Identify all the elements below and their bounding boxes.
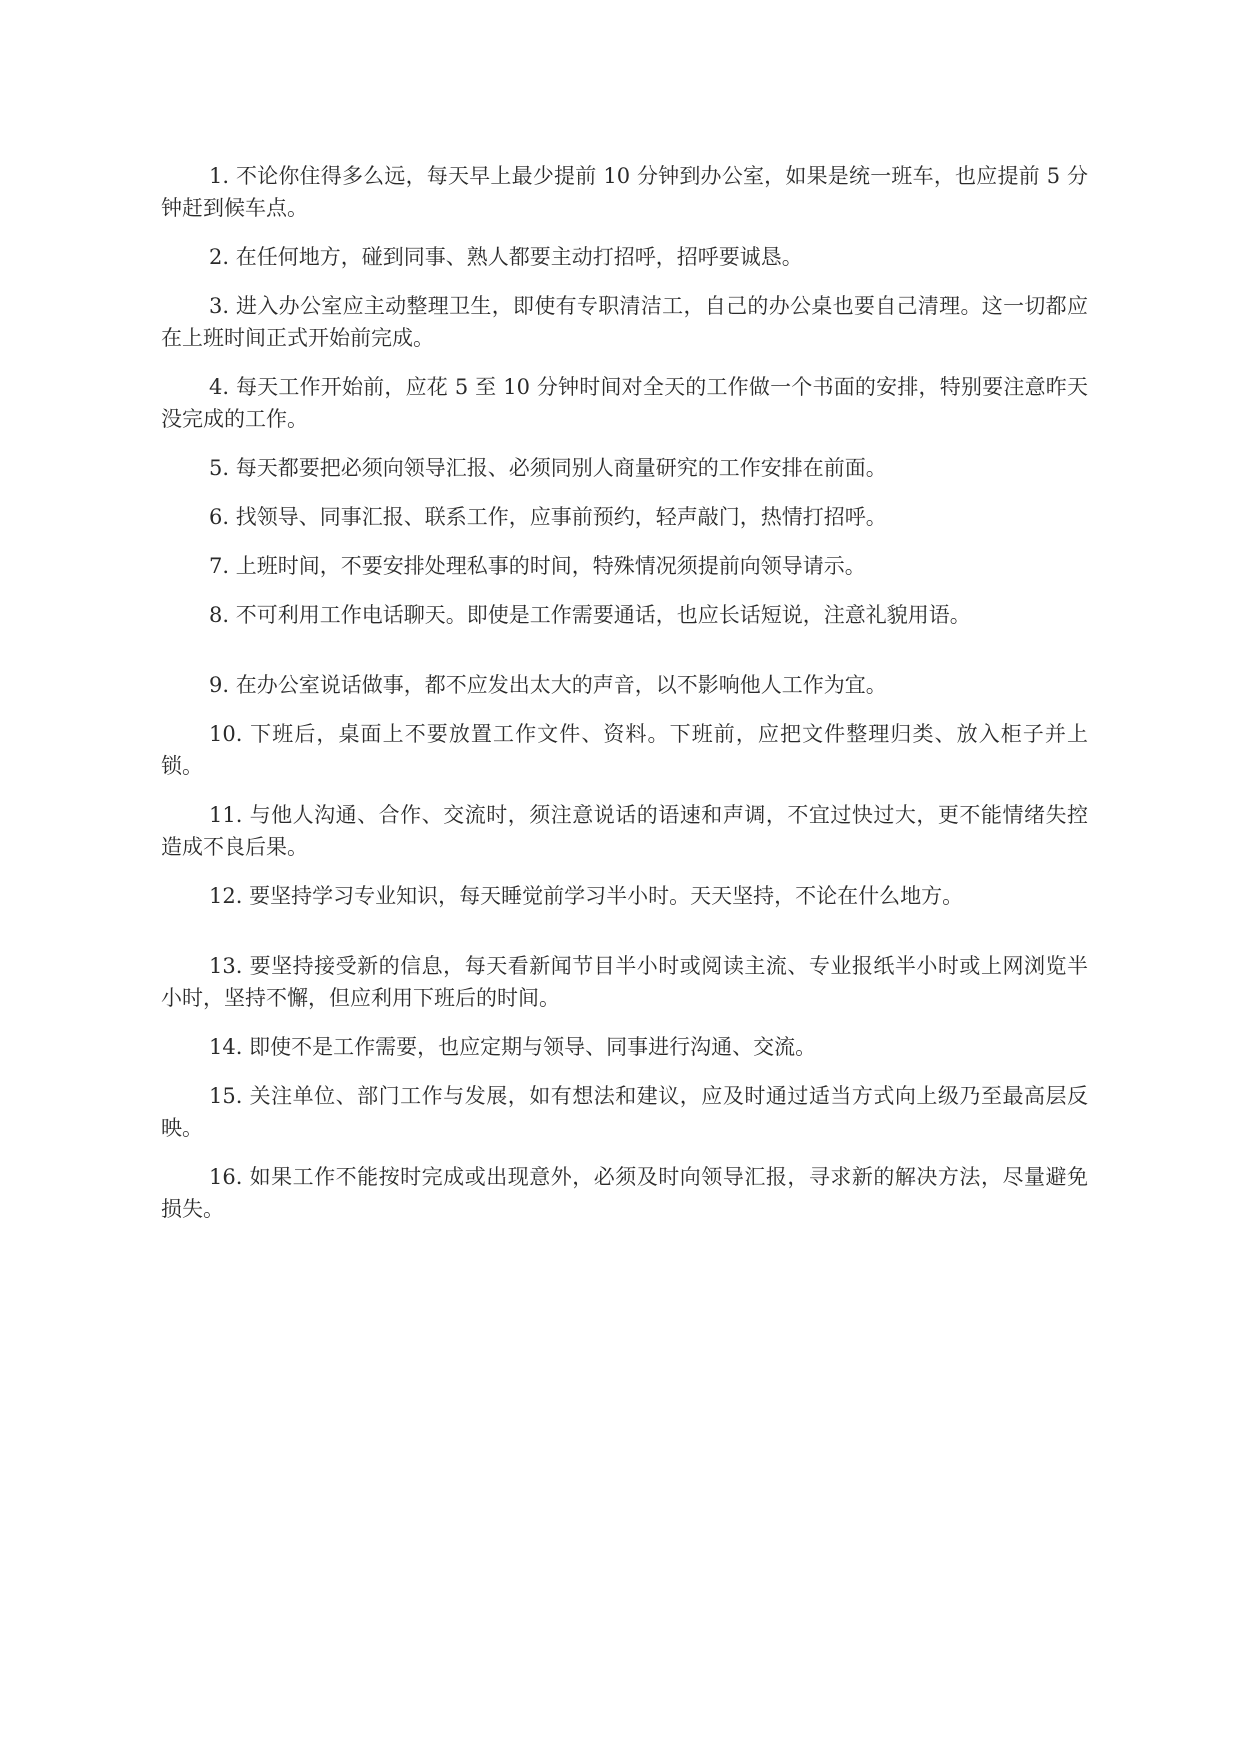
rule-paragraph-9 [161, 669, 1088, 701]
rule-number: 14. [209, 1035, 243, 1059]
rule-text: 要坚持学习专业知识，每天睡觉前学习半小时。天天坚持，不论在什么地方。 [249, 884, 964, 908]
rule-number: 6. [209, 505, 230, 529]
rule-paragraph-16 [161, 1161, 1088, 1225]
rule-text: 不可利用工作电话聊天。即使是工作需要通话，也应长话短说，注意礼貌用语。 [235, 603, 971, 627]
rule-paragraph-15 [161, 1080, 1088, 1144]
rule-paragraph-11 [161, 799, 1088, 863]
rule-paragraph-12 [161, 880, 1088, 912]
rule-number: 10. [209, 722, 243, 746]
rule-number: 15. [209, 1084, 243, 1108]
rule-number: 16. [209, 1165, 243, 1189]
rule-paragraph-6 [161, 501, 1088, 533]
rule-text: 上班时间，不要安排处理私事的时间，特殊情况须提前向领导请示。 [235, 554, 866, 578]
rule-text: 即使不是工作需要，也应定期与领导、同事进行沟通、交流。 [249, 1035, 817, 1059]
rule-text: 每天都要把必须向领导汇报、必须同别人商量研究的工作安排在前面。 [235, 456, 887, 480]
rule-text: 在任何地方，碰到同事、熟人都要主动打招呼，招呼要诚恳。 [235, 245, 803, 269]
rule-text: 进入办公室应主动整理卫生，即使有专职清洁工，自己的办公桌也要自己清理。这一切都应在上班时间正式开始前完成。 [161, 294, 1088, 350]
rule-text: 每天工作开始前，应花 5 至 10 分钟时间对全天的工作做一个书面的安排，特别要注意昨天没完成的工作。 [161, 375, 1088, 431]
rule-number: 13. [209, 954, 243, 978]
rule-paragraph-3 [161, 290, 1088, 354]
rule-text: 在办公室说话做事，都不应发出太大的声音，以不影响他人工作为宜。 [235, 673, 887, 697]
rule-number: 9. [209, 673, 230, 697]
rule-number: 5. [209, 456, 230, 480]
rule-paragraph-14 [161, 1031, 1088, 1063]
rule-number: 3. [209, 294, 230, 318]
rule-paragraph-4 [161, 371, 1088, 435]
rule-paragraph-10 [161, 718, 1088, 782]
rule-number: 1. [209, 164, 230, 188]
rule-number: 2. [209, 245, 230, 269]
rule-text: 不论你住得多么远，每天早上最少提前 10 分钟到办公室，如果是统一班车，也应提前 5 分钟赶到候车点。 [161, 164, 1088, 220]
rule-paragraph-1 [161, 160, 1088, 224]
rule-number: 12. [209, 884, 243, 908]
rule-paragraph-2 [161, 241, 1088, 273]
rule-paragraph-8 [161, 599, 1088, 631]
rule-number: 11. [209, 803, 243, 827]
rule-text: 如果工作不能按时完成或出现意外，必须及时向领导汇报，寻求新的解决方法，尽量避免损失。 [161, 1165, 1088, 1221]
rule-text: 与他人沟通、合作、交流时，须注意说话的语速和声调，不宜过快过大，更不能情绪失控造成不良后果。 [161, 803, 1088, 859]
rule-text: 要坚持接受新的信息，每天看新闻节目半小时或阅读主流、专业报纸半小时或上网浏览半小时，坚持不懈，但应利用下班后的时间。 [161, 954, 1088, 1010]
rule-number: 8. [209, 603, 230, 627]
document-body [161, 160, 1088, 1242]
rule-text: 关注单位、部门工作与发展，如有想法和建议，应及时通过适当方式向上级乃至最高层反映。 [161, 1084, 1088, 1140]
rule-text: 下班后，桌面上不要放置工作文件、资料。下班前，应把文件整理归类、放入柜子并上锁。 [161, 722, 1088, 778]
rule-paragraph-5 [161, 452, 1088, 484]
rule-paragraph-13 [161, 950, 1088, 1014]
rule-number: 4. [209, 375, 230, 399]
rule-paragraph-7 [161, 550, 1088, 582]
rule-text: 找领导、同事汇报、联系工作，应事前预约，轻声敲门，热情打招呼。 [235, 505, 887, 529]
rule-number: 7. [209, 554, 230, 578]
